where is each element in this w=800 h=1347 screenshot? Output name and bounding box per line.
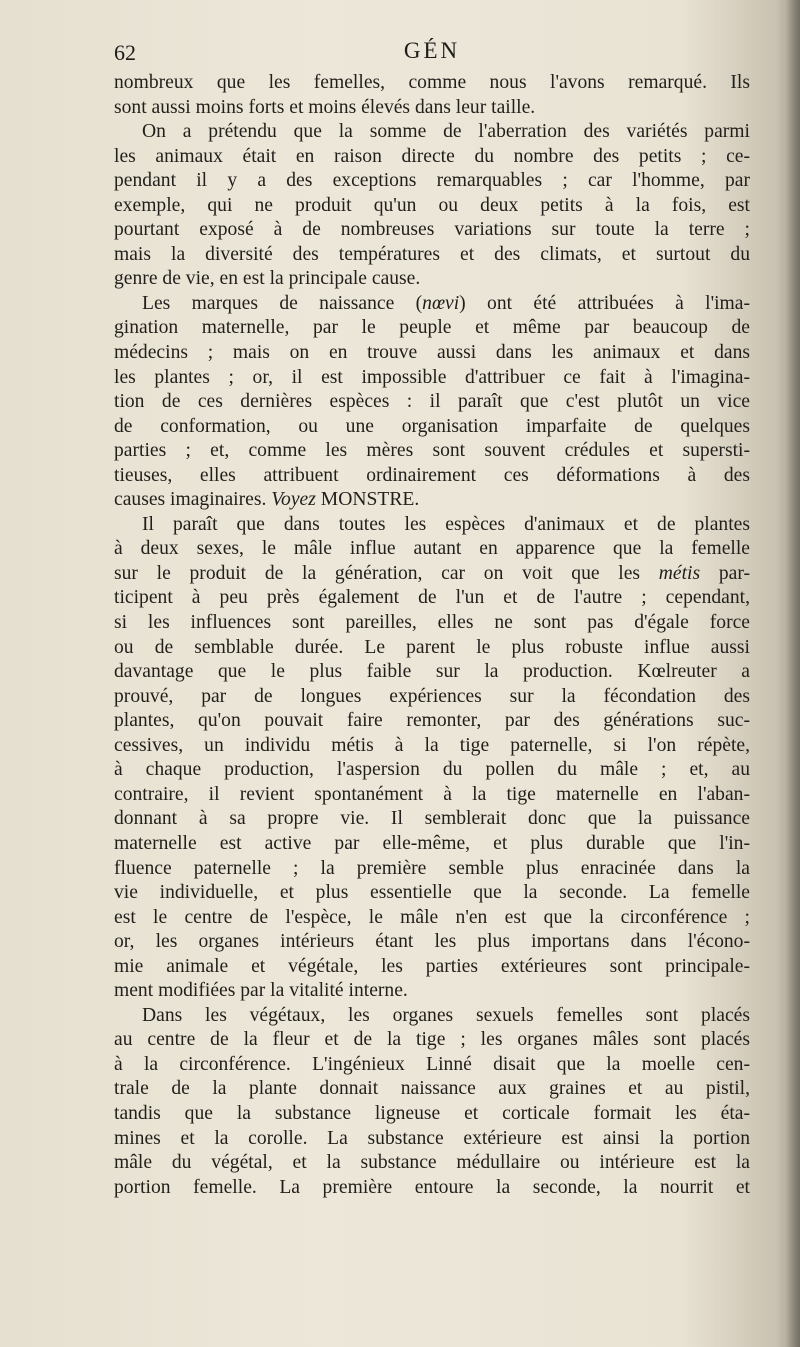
text-line: davantage que le plus faible sur la production. Kœlreuter a — [114, 661, 750, 683]
text-line: On a prétendu que la somme de l'aberration des variétés parmi — [142, 121, 750, 143]
paragraph — [114, 71, 750, 120]
text-line: fluence paternelle ; la première semble plus enracinée dans la — [114, 857, 750, 879]
body-text — [114, 71, 750, 1200]
text-line: pendant il y a des exceptions remarquables ; car l'homme, par — [114, 170, 750, 192]
text-line: exemple, qui ne produit qu'un ou deux petits à la fois, est — [114, 194, 750, 216]
text-line: donnant à sa propre vie. Il semblerait donc que la puissance — [114, 808, 750, 830]
paragraph — [114, 292, 750, 513]
paragraph — [114, 120, 750, 292]
text-line: au centre de la fleur et de la tige ; les organes mâles sont placés — [114, 1029, 750, 1051]
text-line: maternelle est active par elle-même, et plus durable que l'in- — [114, 832, 750, 854]
text-line: Il paraît que dans toutes les espèces d'animaux et de plantes — [142, 513, 750, 535]
text-line: nombreux que les femelles, comme nous l'avons remarqué. Ils — [114, 72, 750, 93]
text-line: les animaux était en raison directe du nombre des petits ; ce- — [114, 145, 750, 167]
text-line: mie animale et végétale, les parties extérieures sont principale- — [114, 955, 750, 977]
text-line: Les marques de naissance (nœvi) ont été attribuées à l'ima- — [142, 292, 751, 314]
text-line: mines et la corolle. La substance extérieure est ainsi la portion — [114, 1127, 750, 1149]
page-edge-shadow — [786, 0, 800, 1347]
text-line: parties ; et, comme les mères sont souvent crédules et supersti- — [114, 440, 750, 462]
text-line: trale de la plante donnait naissance aux graines et au pistil, — [114, 1078, 750, 1100]
text-line: médecins ; mais on en trouve aussi dans les animaux et dans — [114, 342, 750, 364]
text-line: de conformation, ou une organisation imparfaite de quelques — [114, 415, 750, 437]
text-line: les plantes ; or, il est impossible d'attribuer ce fait à l'imagina- — [114, 366, 750, 388]
running-head: GÉN — [403, 38, 461, 63]
text-line: ticipent à peu près également de l'un et de l'autre ; cependant, — [114, 587, 750, 609]
text-line: genre de vie, en est la principale cause. — [114, 268, 421, 290]
text-line: mâle du végétal, et la substance médullaire ou intérieure est la — [114, 1152, 750, 1174]
text-line: pourtant exposé à de nombreuses variations sur toute la terre ; — [114, 219, 750, 241]
text-line: causes imaginaires. Voyez MONSTRE. — [114, 489, 420, 511]
text-line: ou de semblable durée. Le parent le plus robuste influe aussi — [114, 636, 750, 658]
text-line: à deux sexes, le mâle influe autant en apparence que la femelle — [114, 538, 750, 560]
text-line: Dans les végétaux, les organes sexuels femelles sont placés — [142, 1004, 750, 1026]
text-line: vie individuelle, et plus essentielle que la seconde. La femelle — [114, 882, 750, 904]
text-line: gination maternelle, par le peuple et même par beaucoup de — [114, 317, 750, 339]
text-line: mais la diversité des températures et des climats, et surtout du — [114, 243, 750, 265]
text-line: à chaque production, l'aspersion du pollen du mâle ; et, au — [114, 759, 750, 781]
page-number: 62 — [114, 40, 136, 65]
text-line: prouvé, par de longues expériences sur la fécondation des — [114, 685, 750, 707]
paragraph — [114, 1004, 750, 1200]
text-line: sont aussi moins forts et moins élevés dans leur taille. — [114, 96, 536, 118]
text-line: sur le produit de la génération, car on voit que les métis par- — [114, 562, 750, 584]
text-line: cessives, un individu métis à la tige paternelle, si l'on répète, — [114, 734, 750, 756]
text-line: or, les organes intérieurs étant les plus importans dans l'écono- — [114, 931, 750, 953]
text-line: à la circonférence. L'ingénieux Linné disait que la moelle cen- — [114, 1053, 750, 1075]
text-line: si les influences sont pareilles, elles ne sont pas d'égale force — [114, 612, 750, 634]
text-line: tieuses, elles attribuent ordinairement ces déformations à des — [114, 464, 750, 486]
text-line: ment modifiées par la vitalité interne. — [114, 980, 408, 1002]
page-header — [114, 36, 750, 72]
text-line: est le centre de l'espèce, le mâle n'en est que la circonférence ; — [114, 906, 750, 928]
text-line: plantes, qu'on pouvait faire remonter, par des générations suc- — [114, 710, 750, 732]
paragraph — [114, 513, 750, 1004]
text-line: tion de ces dernières espèces : il paraît que c'est plutôt un vice — [114, 391, 750, 413]
text-line: contraire, il revient spontanément à la tige maternelle en l'aban- — [114, 783, 750, 805]
text-line: portion femelle. La première entoure la seconde, la nourrit et — [114, 1176, 750, 1198]
text-line: tandis que la substance ligneuse et corticale formait les éta- — [114, 1102, 750, 1124]
